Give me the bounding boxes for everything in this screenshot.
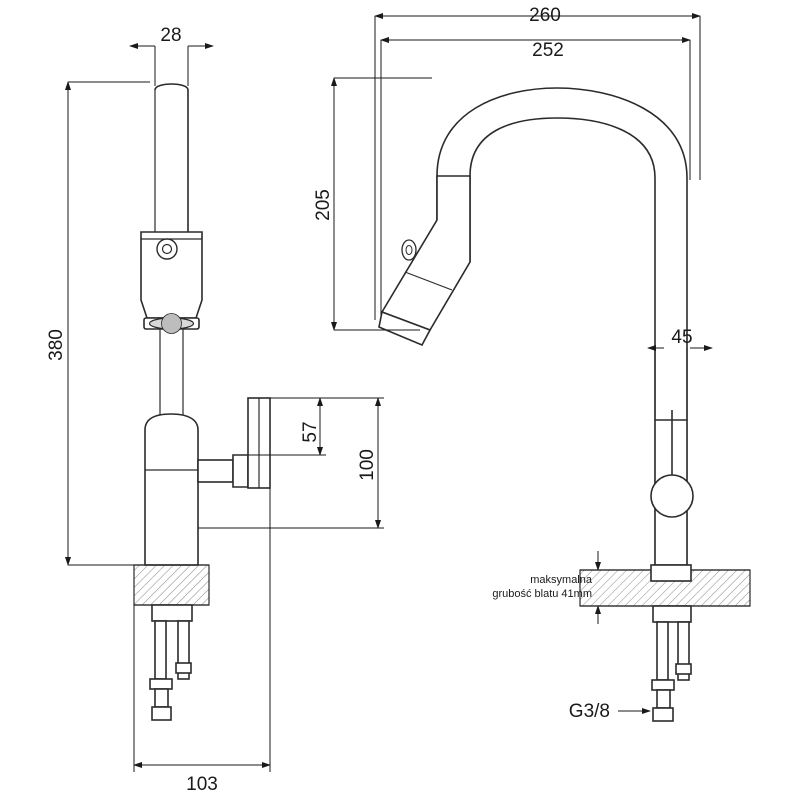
dim-252: 252 xyxy=(532,40,564,61)
worktop-note-line2: grubość blatu 41mm xyxy=(492,588,592,600)
dim-260: 260 xyxy=(529,5,561,26)
front-view-faucet xyxy=(134,84,270,720)
dim-100: 100 xyxy=(357,449,378,481)
dim-380: 380 xyxy=(46,329,67,361)
dim-57: 57 xyxy=(300,421,321,443)
dim-45: 45 xyxy=(671,327,693,348)
side-view-faucet xyxy=(379,88,750,721)
dim-103: 103 xyxy=(186,774,218,795)
dim-205: 205 xyxy=(313,189,334,221)
dim-g38: G3/8 xyxy=(568,701,610,722)
worktop-note-line1: maksymalna xyxy=(530,574,592,586)
front-dimensions xyxy=(46,25,384,795)
dim-28: 28 xyxy=(160,25,182,46)
